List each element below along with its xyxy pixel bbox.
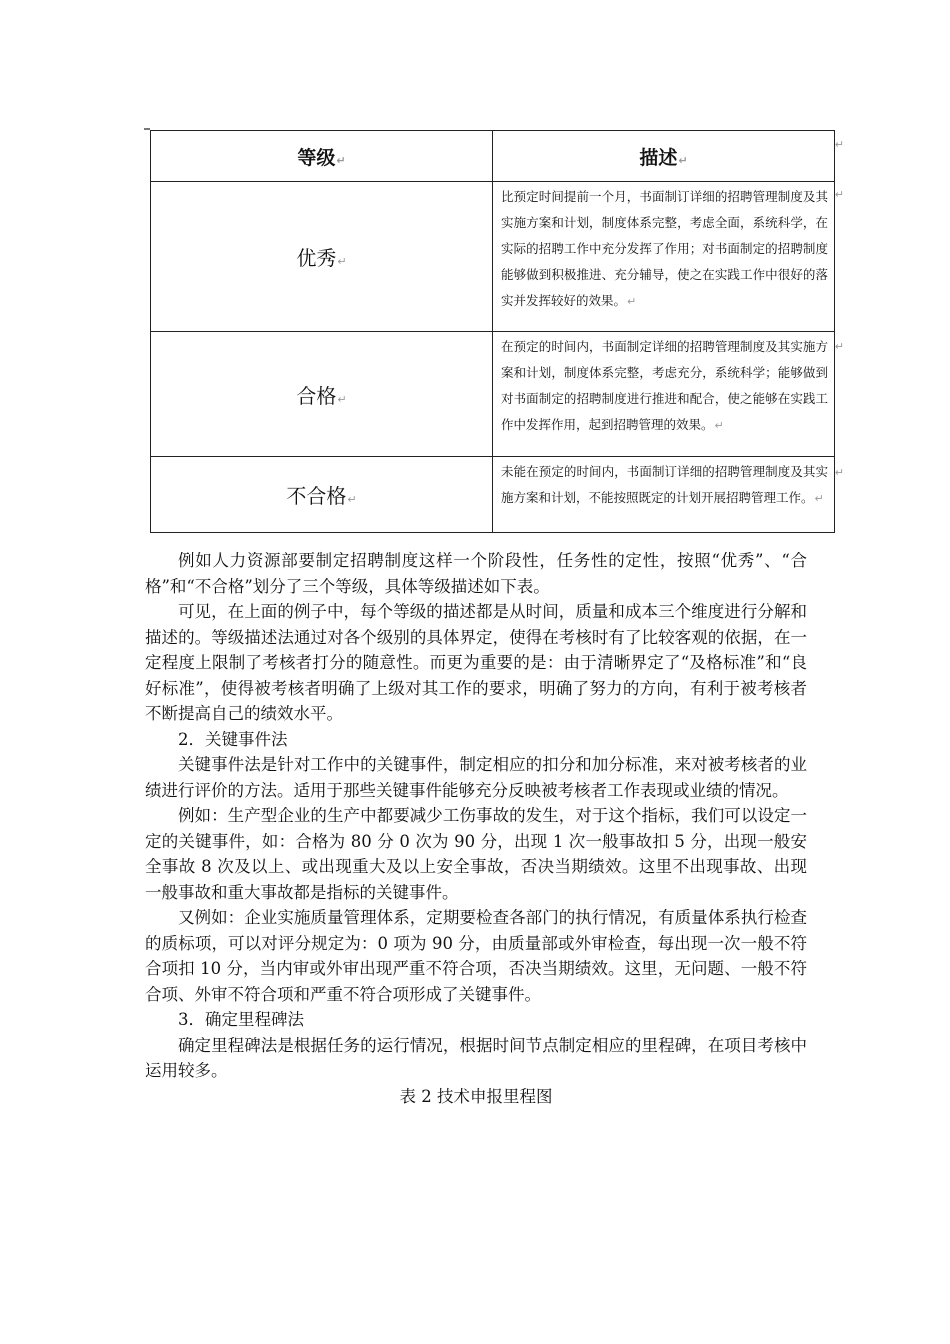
body-paragraph: 又例如：企业实施质量管理体系，定期要检查各部门的执行情况，有质量体系执行检查的质标项，可以对评分规定为：0 项为 90 分，由质量部或外审检查，每出现一次一般不符合项扣 10 分，当内审或外审出现严重不符合项，否决当期绩效。这里，无问题、一般不符合项、外审不符合项和严重不符合项形成了关键事件。 xyxy=(145,908,807,1004)
header-description: 描述↵ xyxy=(493,131,835,182)
paragraph-mark: ↵ xyxy=(834,340,844,353)
description-cell: 在预定的时间内，书面制定详细的招聘管理制度及其实施方案和计划，制度体系完整，考虑充分，系统科学；能够做到对书面制定的招聘制度进行推进和配合，使之能够在实践工作中发挥作用，起到招聘管理的效果。↵ xyxy=(493,332,835,457)
body-paragraph: 确定里程碑法是根据任务的运行情况，根据时间节点制定相应的里程碑，在项目考核中运用较多。 xyxy=(145,1035,807,1080)
header-grade: 等级↵ xyxy=(151,131,493,182)
table-row xyxy=(151,332,835,457)
document-body xyxy=(145,548,807,1109)
table-row xyxy=(151,182,835,332)
table-edge-tick xyxy=(144,128,150,130)
grade-cell: 优秀↵ xyxy=(151,182,493,332)
grade-cell: 不合格↵ xyxy=(151,457,493,533)
table-row xyxy=(151,457,835,533)
paragraph-mark: ↵ xyxy=(834,188,844,201)
grade-description-table-image xyxy=(150,130,844,533)
body-paragraph: 例如：生产型企业的生产中都要减少工伤事故的发生，对于这个指标，我们可以设定一定的关键事件，如：合格为 80 分 0 次为 90 分，出现 1 次一般事故扣 5 分，出现一般安全事故 8 次及以上、或出现重大及以上安全事故，否决当期绩效。这里不出现事故、出现一般事故和重大事故都是指标的关键事件。 xyxy=(145,806,807,902)
table-header-row xyxy=(151,131,835,182)
grade-cell: 合格↵ xyxy=(151,332,493,457)
section-heading: 2．关键事件法 xyxy=(178,729,288,749)
table-caption: 表 2 技术申报里程图 xyxy=(399,1086,553,1106)
body-paragraph: 例如人力资源部要制定招聘制度这样一个阶段性，任务性的定性，按照“优秀”、“合格”和“不合格”划分了三个等级，具体等级描述如下表。 xyxy=(145,551,807,596)
paragraph-mark: ↵ xyxy=(834,138,844,151)
description-cell: 未能在预定的时间内，书面制订详细的招聘管理制度及其实施方案和计划，不能按照既定的计划开展招聘管理工作。↵ xyxy=(493,457,835,533)
body-paragraph: 关键事件法是针对工作中的关键事件，制定相应的扣分和加分标准，来对被考核者的业绩进行评价的方法。适用于那些关键事件能够充分反映被考核者工作表现或业绩的情况。 xyxy=(145,755,807,800)
description-cell: 比预定时间提前一个月，书面制订详细的招聘管理制度及其实施方案和计划，制度体系完整，考虑全面，系统科学，在实际的招聘工作中充分发挥了作用；对书面制定的招聘制度能够做到积极推进、充分辅导，使之在实践工作中很好的落实并发挥较好的效果。↵ xyxy=(493,182,835,332)
body-paragraph: 可见，在上面的例子中，每个等级的描述都是从时间，质量和成本三个维度进行分解和描述的。等级描述法通过对各个级别的具体界定，使得在考核时有了比较客观的依据，在一定程度上限制了考核者打分的随意性。而更为重要的是：由于清晰界定了“及格标准”和“良好标准”，使得被考核者明确了上级对其工作的要求，明确了努力的方向，有利于被考核者不断提高自己的绩效水平。 xyxy=(145,602,807,723)
paragraph-mark: ↵ xyxy=(834,466,844,479)
grade-description-table xyxy=(150,130,835,533)
section-heading: 3．确定里程碑法 xyxy=(178,1010,304,1029)
